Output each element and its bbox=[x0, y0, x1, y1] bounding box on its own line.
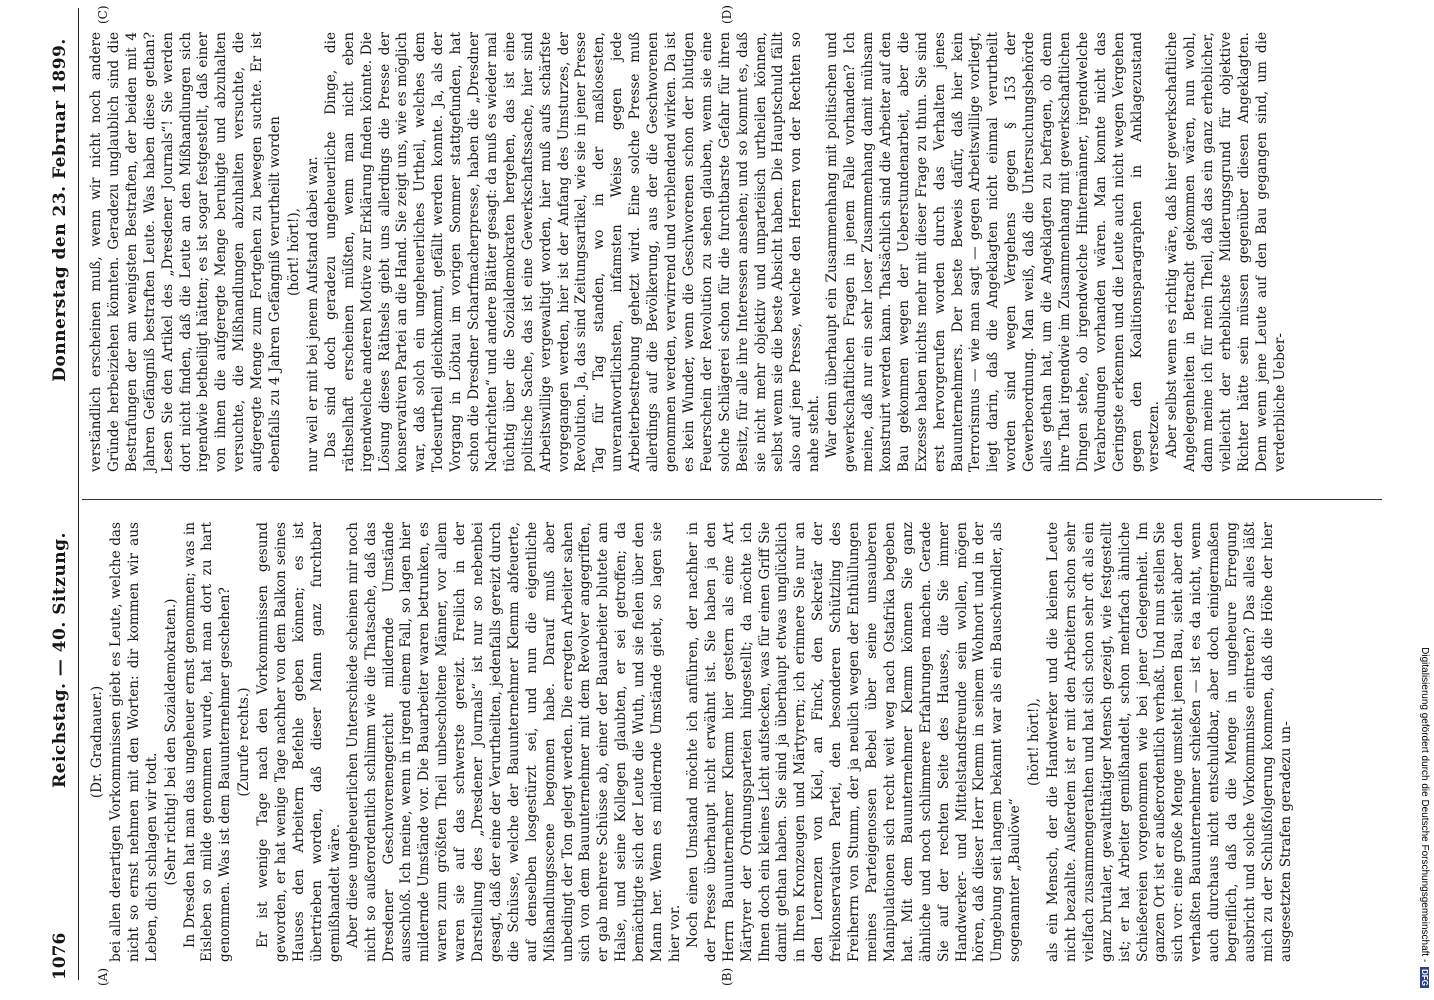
column-divider bbox=[82, 499, 1382, 500]
header-left-title: Reichstag. — 40. Sitzung. bbox=[50, 532, 70, 788]
margin-mark-a: (A) bbox=[96, 967, 110, 986]
paragraph: War denn überhaupt ein Zusammenhang mit politischen und gewerkschaftlichen Fragen in jenem Falle vorhanden? Ich meine, daß nur ein sehr loser Zusammenhang damit mühsam konstruirt werden kann. Thatsächlich sind die Arbeiter auf den Bau gekommen wegen der Ueberstundenarbeit, aber die Exzesse haben nichts mehr mit dieser Frage zu thun. Sie sind erst hervorgerufen worden durch das Verhalten jenes Bauunternehmers. Der beste Beweis dafür, daß hier kein Terrorismus — wie man sagt — gegen Arbeitswillige vorliegt, liegt darin, daß die Angeklagten nicht einmal verurtheilt worden sind wegen Vergehens gegen § 153 der Gewerbeordnung. Man weiß, daß die Untersuchungsbehörde alles gethan hat, um die Angeklagten zu befragen, ob denn ihre That irgendwie im Zusammenhang mit gewerkschaftlichen Dingen stehe, ob irgendwelche Hintermänner, irgendwelche Verabredungen vorhanden wären. Man konnte nicht das Geringste erkennen und die Leute auch nicht wegen Vergehen gegen den Koalitionsparagraphen in Anklagezustand versetzen. bbox=[824, 32, 1163, 472]
interjection: (Sehr richtig! bei den Sozialdemokraten.) bbox=[162, 598, 179, 886]
paragraph: Das sind doch geradezu ungeheuerliche Dinge, die räthselhaft erscheinen müßten, wenn man nicht eben irgendwelche anderen Motive zur Erklärung finden könnte. Die Lösung dieses Räthsels giebt uns allerdings die Presse der konservativen Partei an die Hand. Sie zeigt uns, wie es möglich war, daß solch ein ungeheuerliches Urtheil, welches dem Todesurtheil gleichkommt, gefällt werden konnte. Ja, als der Vorgang in Löbtau im vorigen Sommer stattgefunden, hat schon die Dresdner Scharfmacherpresse, haben die „Dresdner Nachrichten“ und andere Blätter gesagt: da muß es wieder mal tüchtig über die Sozialdemokraten hergehen, das ist eine politische Sache, das ist eine Gewerkschaftssache, hier sind Arbeitswillige vergewaltigt worden, hier muß aufs schärfste vorgegangen werden, hier ist der Anfang des Umsturzes, der Revolution. Ja, das sind Zeitungsartikel, wie sie in jener Presse Tag für Tag standen, wo in der maßlosesten, unverantwortlichsten, infamsten Weise gegen jede Arbeiterbestrebung gehetzt wird. Eine solche Presse muß allerdings auf die Bevölkerung, aus der die Geschworenen genommen werden, verwirrend und verblendend wirken. Da ist es kein Wunder, wenn die Geschworenen schon der blutigen Feuerschein der Revolution zu sehen glauben, wenn sie eine solche Schlägerei schon für die furchtbarste Gefahr für ihren Besitz, für alle ihre Interessen ansehen; und so kommt es, daß sie nicht mehr objektiv und unparteiisch urtheilen können, selbst wenn sie die beste Absicht haben. Die Hauptschuld fällt also auf jene Presse, welche den Herren von der Rechten so nahe steht. bbox=[322, 32, 823, 472]
margin-mark-c: (C) bbox=[96, 5, 110, 24]
interjection: (hört! hört!), bbox=[285, 208, 302, 296]
paragraph: Er ist wenige Tage nach den Vorkommnissen gesund geworden, er hat wenige Tage nachher von dem Balkon seines Hauses den Arbeitern Befehle geben können; es ist übertrieben worden, daß dieser Mann ganz furchtbar gemißhandelt wäre. bbox=[255, 522, 343, 962]
header-right-title: Donnerstag den 23. Februar 1899. bbox=[50, 38, 70, 382]
paragraph: nur weil er mit bei jenem Aufstand dabei war. bbox=[304, 156, 321, 472]
dfg-logo-icon: DFG bbox=[1420, 969, 1429, 986]
paragraph: Noch einen Umstand möchte ich anführen, der nachher in der Presse überhaupt nicht erwähnt ist. Sie haben ja den Herrn Bauunternehmer Klemm hier gestern als eine Art Märtyrer der Ordnungsparteien hingestellt; da möchte ich Ihnen doch ein kleines Licht aufstecken, was für einen Griff Sie damit gethan haben. Sie sind ja überhaupt etwas unglücklich in Ihren Kronzeugen und Märtyrern; ich erinnere Sie nur an den Lorenzen von Kiel, an Finck, den Sekretär der freikonservativen Partei, den besonderen Schützling des Freiherrn von Stumm, der ja neulich wegen der Enthüllungen meines Parteigenossen Bebel über seine unsauberen Manipulationen sich recht weit weg nach Ostafrika begeben hat. Mit dem Bauunternehmer Klemm können Sie ganz ähnliche und noch schlimmere Erfahrungen machen. Gerade Sie auf der rechten Seite des Hauses, die Sie immer Handwerker- und Mittelstandsfreunde sein wollen, mögen hören, daß dieser Herr Klemm in seinem Wohnort und in der Umgebung seit langem bekannt war als ein Bauschwindler, als sogenannter „Baulöwe“ bbox=[684, 522, 1024, 962]
left-text-column bbox=[88, 522, 1296, 962]
interjection: (Zurufe rechts.) bbox=[236, 687, 253, 797]
digitization-credit bbox=[1418, 8, 1430, 988]
paragraph: bei allen derartigen Vorkommnissen giebt es Leute, welche das nicht so ernst nehmen mit den Worten: dir kommen wir aus Leben, dich schlagen wir todt. bbox=[107, 522, 160, 962]
paragraph: In Dresden hat man das ungeheuer ernst genommen; was in Eisleben so milde genommen wurde, hat man dort zu hart genommen. Was ist dem Bauunternehmer geschehen? bbox=[181, 522, 234, 962]
paragraph: verständlich erscheinen muß, wenn wir nicht noch andere Gründe herbeiziehen könnten. Geradezu unglaublich sind die Bestrafungen der am wenigsten Bestraften, der beiden mit 4 Jahren Gefängniß bestraften Leute. Was haben diese gethan? Lesen Sie den Artikel des „Dresdener Journals“! Sie werden dort nicht finden, daß die Leute an den Mißhandlungen sich irgendwie betheiligt hätten; es ist sogar festgestellt, daß einer von ihnen die aufgeregte Menge beruhigte und abzuhalten versuchte, die Mißhandlungen abzuhalten versuchte, die aufgeregte Menge zum Fortgehen zu bewegen suchte. Er ist ebenfalls zu 4 Jahren Gefängniß verurtheilt worden bbox=[88, 32, 284, 472]
page-number: 1076 bbox=[50, 932, 70, 980]
credit-text: Digitalisierung gefördert durch die Deutsche Forschungsgemeinschaft - bbox=[1419, 647, 1430, 963]
paragraph: Aber selbst wenn es richtig wäre, daß hier gewerkschaftliche Angelegenheiten in Betracht gekommen wären, nun wohl, dann meine ich für mein Theil, daß das ein ganz erheblicher, vielleicht der erheblichste Milderungsgrund für objektive Richter hätte sein müssen gegenüber diesen Angeklagten. Denn wenn jene Leute auf den Bau gegangen sind, um die verderbliche Ueber- bbox=[1164, 32, 1288, 472]
paragraph: Aber diese ungeheuerlichen Unterschiede scheinen mir noch nicht so außerordentlich schlimm wie die Thatsache, daß das Dresdener Geschworenengericht mildernde Umstände ausschloß. Ich meine, wenn in irgend einem Fall, so lagen hier mildernde Umstände vor. Die Bauarbeiter waren betrunken, es waren zum größten Theil unbescholtene Männer, vor allem waren sie auf das schwerste gereizt. Freilich in der Darstellung des „Dresdener Journals“ ist nur so nebenbei gesagt, daß der eine der Verurtheilten, jedenfalls gereizt durch die Schüsse, welche der Bauunternehmer Klemm abfeuerte, auf denselben losgestürzt sei, und nun die eigentliche Mißhandlungsscene begonnen habe. Darauf muß aber unbedingt der Ton gelegt werden. Die erregten Arbeiter sahen sich von dem Bauunternehmer mit dem Revolver angegriffen, er gab mehrere Schüsse ab, einer der Bauarbeiter blutete am Halse, und seine Kollegen glaubten, er sei getroffen; da bemächtigte sich der Leute die Wuth, und sie fielen über den Mann her. Wenn es mildernde Umstände giebt, so lagen sie hier vor. bbox=[344, 522, 683, 962]
interjection: (hört! hört!), bbox=[1026, 698, 1043, 786]
paragraph: als ein Mensch, der die Handwerker und die kleinen Leute nicht bezahlte. Außerdem ist er mit den Arbeitern schon sehr vielfach zusammengerathen und hat sich schon sehr oft als ein ganz brutaler, gewaltthätiger Mensch gezeigt, wie festgestellt ist; er hat Arbeiter gemißhandelt, schon mehrfach ähnliche Schießereien vorgenommen wie bei jener Gelegenheit. Im ganzen Ort ist er außerordentlich verhaßt. Und nun stellen Sie sich vor: eine große Menge umsteht jenen Bau, sieht aber den verhaßten Bauunternehmer schießen — ist es da nicht, wenn auch durchaus nicht entschuldbar, aber doch einigermaßen begreiflich, daß da die Menge in ungeheure Erregung ausbricht und solche Vorkommnisse eintreten? Das alles läßt mich zu der Schlußfolgerung kommen, daß die Höhe der hier ausgesetzten Strafen geradezu un- bbox=[1045, 522, 1294, 962]
speaker-label: (Dr. Gradnauer.) bbox=[89, 685, 105, 799]
page-header bbox=[44, 20, 74, 980]
margin-mark-b: (B) bbox=[720, 967, 734, 986]
margin-mark-d: (D) bbox=[720, 5, 734, 24]
header-rule bbox=[78, 8, 79, 980]
right-text-column bbox=[88, 32, 1290, 472]
